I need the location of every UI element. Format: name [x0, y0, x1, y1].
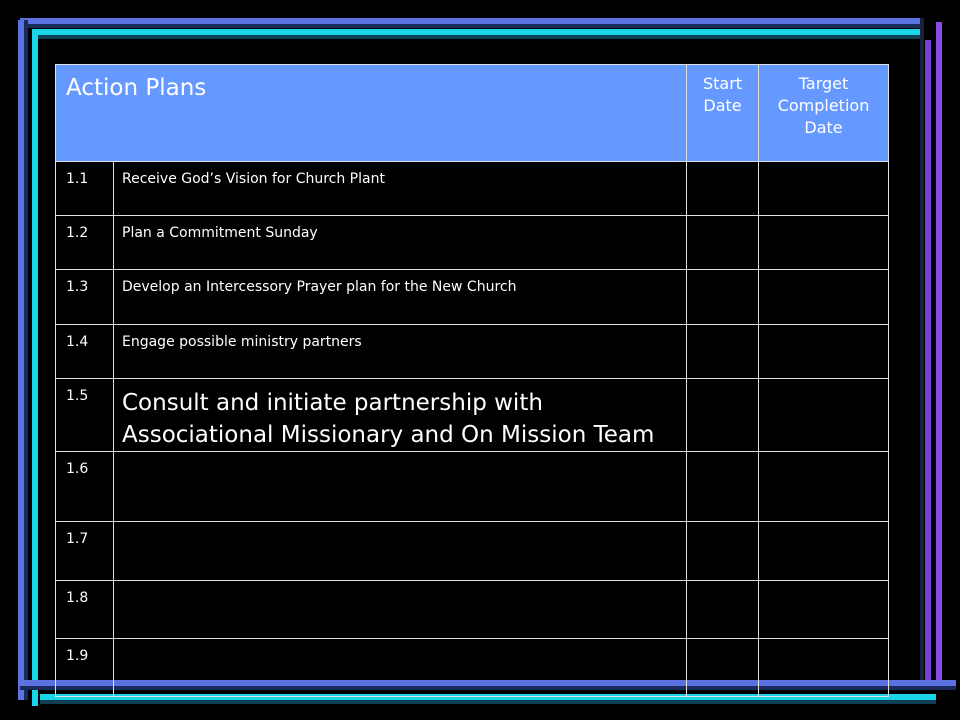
row-start-date[interactable]: [687, 162, 759, 216]
row-number: 1.1: [56, 162, 114, 216]
frame-bar-left-shadow: [24, 20, 28, 700]
row-number: 1.2: [56, 216, 114, 270]
header-start-date: Start Date: [687, 65, 759, 162]
row-number: 1.5: [56, 379, 114, 452]
row-task: Consult and initiate partnership with Associational Missionary and On Mission Team: [114, 379, 687, 452]
table-row: [56, 639, 889, 697]
row-target-date[interactable]: [759, 639, 889, 697]
row-task: Develop an Intercessory Prayer plan for the New Church: [114, 270, 687, 325]
table-header-row: [56, 65, 889, 162]
row-task[interactable]: [114, 639, 687, 697]
row-target-date[interactable]: [759, 216, 889, 270]
table-row: [56, 581, 889, 639]
row-number: 1.9: [56, 639, 114, 697]
frame-bar-left-inner: [32, 30, 38, 706]
row-target-date[interactable]: [759, 581, 889, 639]
table-row: [56, 162, 889, 216]
row-task[interactable]: [114, 522, 687, 581]
header-target-completion-date: Target Completion Date: [759, 65, 889, 162]
table-row: [56, 522, 889, 581]
row-start-date[interactable]: [687, 379, 759, 452]
row-number: 1.6: [56, 452, 114, 522]
row-target-date[interactable]: [759, 452, 889, 522]
row-target-date[interactable]: [759, 325, 889, 379]
row-start-date[interactable]: [687, 325, 759, 379]
frame-bar-right: [936, 22, 942, 690]
table-row: [56, 452, 889, 522]
row-start-date[interactable]: [687, 522, 759, 581]
table-row: [56, 325, 889, 379]
row-start-date[interactable]: [687, 639, 759, 697]
table-row: [56, 216, 889, 270]
row-start-date[interactable]: [687, 216, 759, 270]
frame-bar-right-inner: [925, 40, 931, 680]
row-number: 1.4: [56, 325, 114, 379]
row-task: Engage possible ministry partners: [114, 325, 687, 379]
row-target-date[interactable]: [759, 379, 889, 452]
row-task: Receive God’s Vision for Church Plant: [114, 162, 687, 216]
action-plans-table: [55, 64, 889, 697]
table-row: [56, 379, 889, 452]
table-row: [56, 270, 889, 325]
frame-bar-top-shadow: [20, 24, 920, 28]
row-number: 1.7: [56, 522, 114, 581]
row-target-date[interactable]: [759, 162, 889, 216]
row-number: 1.8: [56, 581, 114, 639]
row-start-date[interactable]: [687, 452, 759, 522]
row-target-date[interactable]: [759, 522, 889, 581]
row-start-date[interactable]: [687, 581, 759, 639]
frame-bar-top-inner-shadow: [32, 35, 920, 39]
row-task[interactable]: [114, 581, 687, 639]
header-action-plans: Action Plans: [56, 65, 687, 162]
row-task[interactable]: [114, 452, 687, 522]
row-target-date[interactable]: [759, 270, 889, 325]
frame-bar-right-shadow: [920, 18, 924, 680]
row-number: 1.3: [56, 270, 114, 325]
row-start-date[interactable]: [687, 270, 759, 325]
frame-bar-bottom-inner-shadow: [40, 700, 936, 704]
row-task: Plan a Commitment Sunday: [114, 216, 687, 270]
